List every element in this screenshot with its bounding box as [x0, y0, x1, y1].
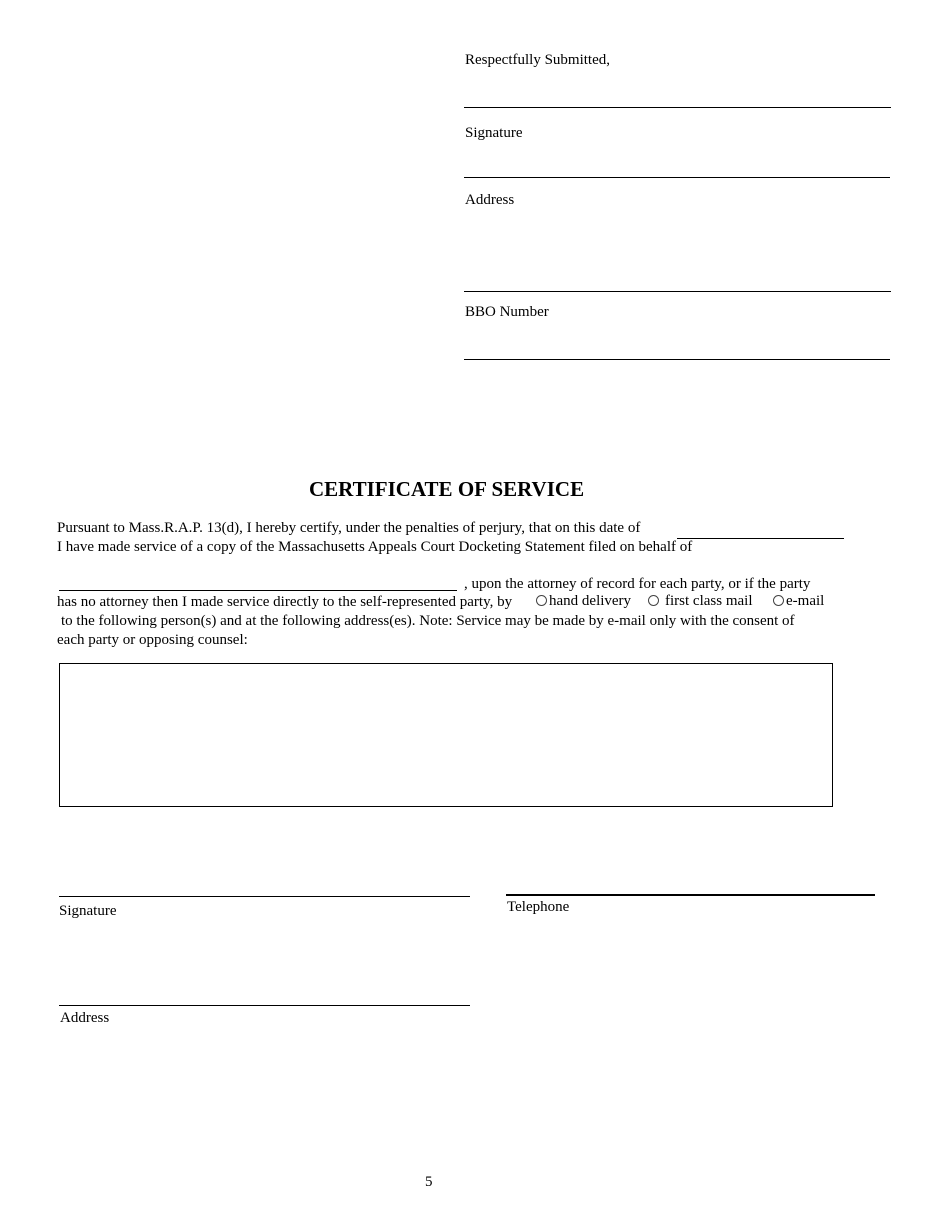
hand-delivery-label: hand delivery	[549, 593, 632, 609]
email-label: e-mail	[786, 593, 825, 609]
bbo-number-label: BBO Number	[465, 304, 549, 320]
first-class-mail-label: first class mail	[665, 593, 753, 609]
telephone-label: Telephone	[507, 899, 570, 915]
certificate-line-4-text: has no attorney then I made service directly to the self-represented party, by	[57, 594, 513, 610]
signature-label: Signature	[465, 125, 523, 141]
address-field[interactable]	[464, 177, 890, 178]
respectfully-submitted-label: Respectfully Submitted,	[465, 52, 610, 68]
party-name-field[interactable]	[59, 590, 457, 591]
footer-signature-label: Signature	[59, 903, 117, 919]
certificate-line-5: to the following person(s) and at the following address(es). Note: Service may be made by e-mail only with the consent of	[61, 613, 795, 629]
footer-address-label: Address	[60, 1010, 110, 1026]
address-field-line-2[interactable]	[464, 291, 891, 292]
first-class-mail-option[interactable]	[648, 593, 752, 610]
hand-delivery-option[interactable]	[536, 593, 631, 610]
page-number: 5	[425, 1174, 433, 1190]
certificate-line-3: , upon the attorney of record for each party, or if the party	[464, 576, 811, 592]
hand-delivery-radio[interactable]	[536, 595, 547, 606]
telephone-field[interactable]	[506, 894, 875, 896]
bbo-number-field[interactable]	[464, 359, 890, 360]
certificate-title: CERTIFICATE OF SERVICE	[309, 477, 585, 501]
footer-address-field[interactable]	[59, 1005, 470, 1006]
certificate-line-1: Pursuant to Mass.R.A.P. 13(d), I hereby certify, under the penalties of perjury, that on this date of	[57, 520, 641, 536]
footer-signature-field[interactable]	[59, 896, 470, 897]
certificate-line-2: I have made service of a copy of the Massachusetts Appeals Court Docketing Statement filed on behalf of	[57, 539, 693, 555]
email-radio[interactable]	[773, 595, 784, 606]
service-recipients-box[interactable]	[59, 663, 833, 807]
signature-field[interactable]	[464, 107, 891, 108]
certificate-line-6: each party or opposing counsel:	[57, 632, 248, 648]
email-option[interactable]	[773, 593, 824, 610]
address-label: Address	[465, 192, 515, 208]
service-date-field[interactable]	[677, 538, 844, 539]
first-class-mail-radio[interactable]	[648, 595, 659, 606]
certificate-line-4	[57, 594, 512, 611]
